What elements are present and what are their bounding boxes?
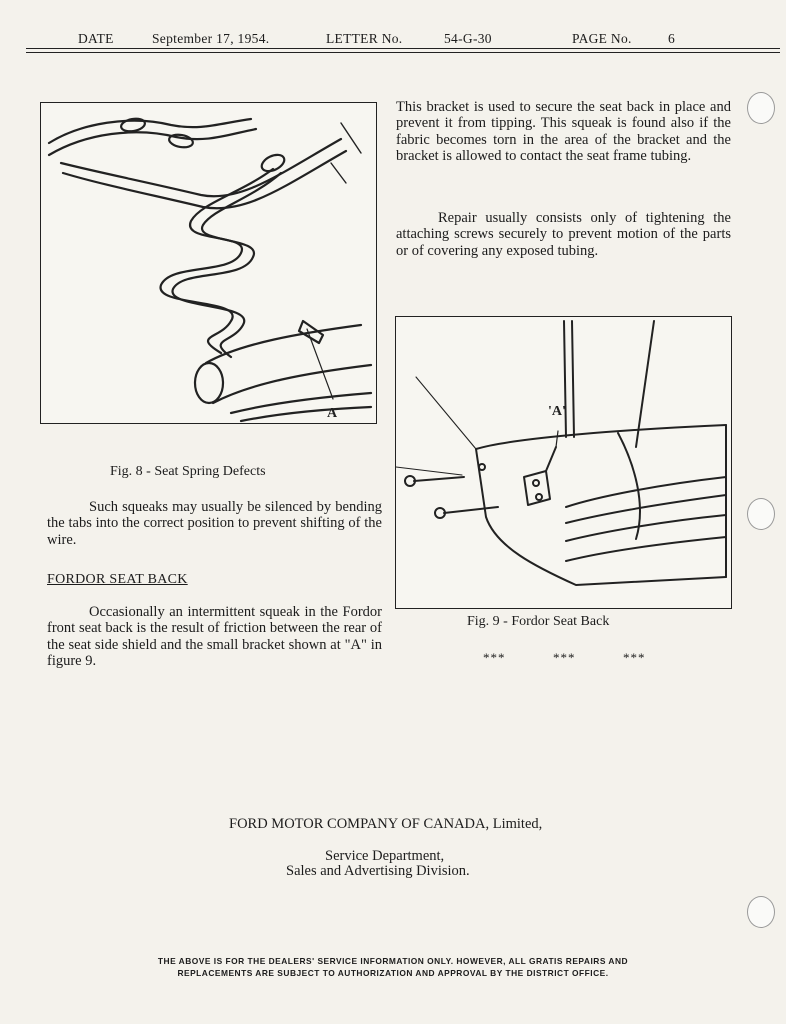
punch-hole-bottom bbox=[747, 896, 775, 928]
footer-notice-line-2: REPLACEMENTS ARE SUBJECT TO AUTHORIZATION AND APPROVAL BY THE DISTRICT OFFICE. bbox=[177, 968, 609, 978]
letter-label: LETTER No. bbox=[326, 31, 403, 46]
figure-8-marker-a: A bbox=[327, 406, 338, 421]
figure-8-seat-spring-illustration bbox=[40, 102, 377, 424]
seat-spring-drawing bbox=[41, 103, 376, 423]
letter-value: 54-G-30 bbox=[444, 31, 492, 46]
seat-frame-tube bbox=[564, 321, 566, 437]
separator-stars-2: *** bbox=[553, 650, 576, 665]
wire-clip-2 bbox=[168, 133, 194, 149]
frame-wire-lower bbox=[61, 139, 341, 196]
figure-9-caption: Fig. 9 - Fordor Seat Back bbox=[467, 614, 610, 629]
left-paragraph-2: Occasionally an intermittent squeak in the Fordor front seat back is the result of friction between the rear of the seat side shield and the small bracket shown at "A" in figure 9. bbox=[47, 604, 382, 669]
attaching-screw-upper bbox=[414, 477, 464, 481]
punch-hole-top bbox=[747, 92, 775, 124]
wire-clip-3 bbox=[259, 152, 287, 175]
signature-division: Sales and Advertising Division. bbox=[286, 863, 470, 879]
frame-wire-top bbox=[49, 119, 251, 143]
right-paragraph-2: Repair usually consists only of tightening the attaching screws securely to prevent motion of the parts or of covering any exposed tubing. bbox=[396, 210, 731, 259]
section-heading-fordor-seat-back: FORDOR SEAT BACK bbox=[47, 572, 188, 587]
header-rule-bottom bbox=[26, 52, 780, 53]
page-number: 6 bbox=[668, 31, 676, 46]
figure-9-marker-a: 'A' bbox=[548, 404, 566, 419]
seat-back-drawing bbox=[396, 317, 731, 608]
header-rule-top bbox=[26, 48, 780, 49]
figure-9-seat-back-illustration bbox=[395, 316, 732, 609]
punch-hole-middle bbox=[747, 498, 775, 530]
footer-notice-line-1: THE ABOVE IS FOR THE DEALERS' SERVICE INFORMATION ONLY. HOWEVER, ALL GRATIS REPAIRS AND bbox=[157, 956, 629, 966]
signature-department: Service Department, bbox=[325, 848, 445, 864]
wire-clip-1 bbox=[120, 117, 146, 133]
figure-8-caption: Fig. 8 - Seat Spring Defects bbox=[110, 464, 266, 479]
date-label: DATE bbox=[78, 31, 114, 46]
frame-tube-end bbox=[195, 363, 223, 403]
page-label: PAGE No. bbox=[572, 31, 632, 46]
signature-company: FORD MOTOR COMPANY OF CANADA, Limited, bbox=[229, 816, 543, 832]
attaching-screw-lower bbox=[444, 507, 498, 513]
left-paragraph-1: Such squeaks may usually be silenced by bending the tabs into the correct position to prevent shifting of the wire. bbox=[47, 499, 382, 548]
seat-side-shield bbox=[476, 425, 726, 449]
date-value: September 17, 1954. bbox=[152, 31, 270, 46]
right-paragraph-1: This bracket is used to secure the seat back in place and prevent it from tipping. This squeak is found also if the fabric becomes torn in the area of the bracket and the bracket is allowed to contact the seat frame tubing. bbox=[396, 99, 731, 164]
separator-stars-3: *** bbox=[623, 650, 646, 665]
separator-stars-1: *** bbox=[483, 650, 506, 665]
